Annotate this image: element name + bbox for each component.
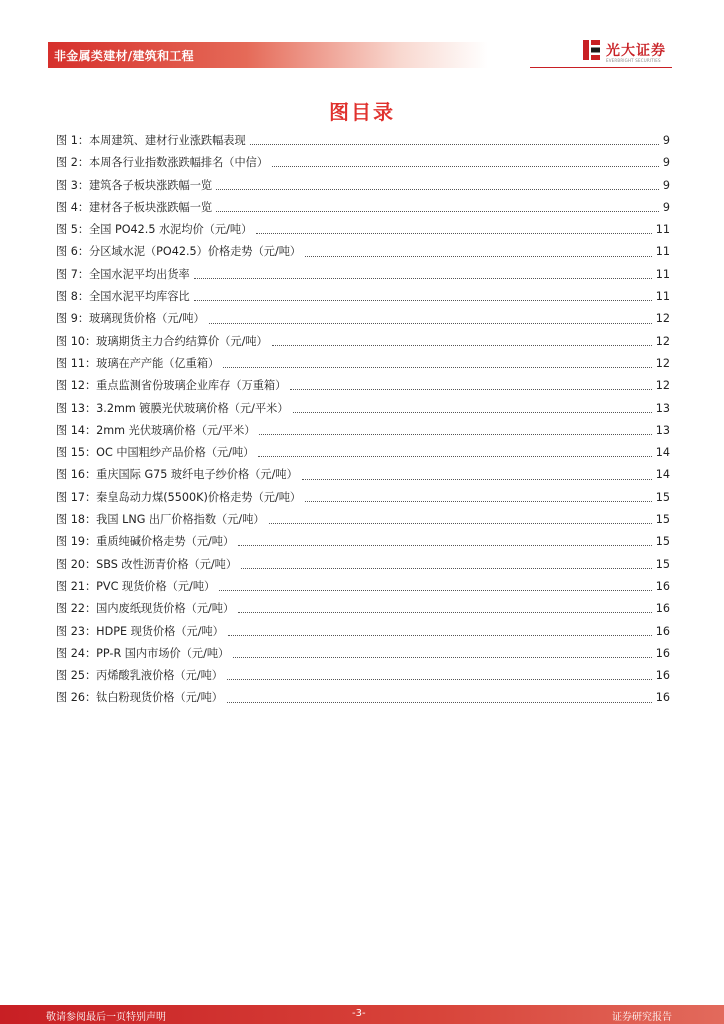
toc-dot-leader — [227, 678, 652, 680]
footer-page-number: -3- — [352, 1008, 366, 1019]
header-divider — [530, 67, 672, 68]
toc-entry-page: 16 — [655, 602, 670, 616]
toc-entry-label: 图 13：3.2mm 镀膜光伏玻璃价格（元/平米） — [56, 401, 289, 415]
toc-dot-leader — [216, 188, 659, 190]
toc-entry[interactable] — [56, 197, 670, 219]
toc-dot-leader — [194, 299, 652, 301]
toc-entry-label: 图 2：本周各行业指数涨跌幅排名（中信） — [56, 156, 269, 170]
toc-entry[interactable] — [56, 531, 670, 553]
toc-dot-leader — [238, 611, 652, 613]
toc-entry-page: 9 — [662, 134, 670, 147]
toc-dot-leader — [209, 322, 652, 324]
toc-entry[interactable] — [56, 219, 670, 241]
toc-entry-page: 11 — [655, 267, 670, 281]
toc-entry-page: 16 — [655, 579, 670, 593]
toc-dot-leader — [194, 277, 652, 279]
toc-dot-leader — [302, 478, 652, 480]
toc-dot-leader — [269, 522, 652, 524]
toc-entry-label: 图 6：分区域水泥（PO42.5）价格走势（元/吨） — [56, 245, 302, 259]
toc-entry-label: 图 4：建材各子板块涨跌幅一览 — [56, 200, 213, 214]
toc-entry-page: 15 — [655, 557, 670, 571]
toc-entry-page: 14 — [655, 446, 670, 460]
toc-entry-page: 16 — [655, 624, 670, 638]
toc-entry[interactable] — [56, 152, 670, 174]
toc-entry-page: 16 — [655, 646, 670, 660]
toc-dot-leader — [238, 544, 652, 546]
toc-entry[interactable] — [56, 665, 670, 687]
toc-entry-page: 16 — [655, 691, 670, 705]
toc-entry-label: 图 20：SBS 改性沥青价格（元/吨） — [56, 557, 238, 571]
toc-dot-leader — [258, 455, 651, 457]
toc-dot-leader — [250, 143, 659, 145]
toc-dot-leader — [241, 567, 652, 569]
toc-entry-label: 图 7：全国水泥平均出货率 — [56, 267, 190, 281]
toc-list — [56, 130, 670, 710]
toc-entry-page: 9 — [662, 178, 670, 192]
toc-entry-page: 12 — [655, 379, 670, 393]
toc-entry[interactable] — [56, 621, 670, 643]
toc-entry-label: 图 19：重质纯碱价格走势（元/吨） — [56, 535, 235, 549]
toc-entry[interactable] — [56, 130, 670, 152]
footer-disclaimer: 敬请参阅最后一页特别声明 — [46, 1012, 166, 1023]
toc-entry-label: 图 8：全国水泥平均库容比 — [56, 290, 190, 304]
toc-entry[interactable] — [56, 353, 670, 375]
toc-entry-label: 图 15：OC 中国粗纱产品价格（元/吨） — [56, 446, 255, 460]
toc-dot-leader — [228, 634, 652, 636]
everbright-logo-icon — [582, 38, 602, 62]
header-band — [48, 42, 488, 68]
toc-entry[interactable] — [56, 643, 670, 665]
toc-entry-page: 13 — [655, 401, 670, 415]
toc-dot-leader — [290, 388, 651, 390]
toc-entry[interactable] — [56, 464, 670, 486]
toc-entry-page: 13 — [655, 423, 670, 437]
brand-subtitle: EVERBRIGHT SECURITIES — [606, 58, 661, 63]
footer-report-type: 证券研究报告 — [612, 1012, 672, 1023]
toc-entry-page: 11 — [655, 245, 670, 259]
brand-name: 光大证券 — [606, 43, 666, 59]
toc-entry-label: 图 23：HDPE 现货价格（元/吨） — [56, 624, 224, 638]
toc-entry-page: 15 — [655, 513, 670, 527]
toc-entry[interactable] — [56, 175, 670, 197]
toc-dot-leader — [293, 411, 652, 413]
header-section-title: 非金属类建材/建筑和工程 — [54, 48, 194, 63]
toc-entry[interactable] — [56, 442, 670, 464]
toc-entry-label: 图 10：玻璃期货主力合约结算价（元/吨） — [56, 334, 268, 348]
toc-entry[interactable] — [56, 308, 670, 330]
toc-entry-page: 11 — [655, 223, 670, 237]
toc-dot-leader — [256, 232, 651, 234]
toc-entry-page: 16 — [655, 669, 670, 683]
brand-logo — [582, 38, 674, 66]
toc-entry-label: 图 3：建筑各子板块涨跌幅一览 — [56, 178, 213, 192]
toc-entry-label: 图 22：国内废纸现货价格（元/吨） — [56, 602, 235, 616]
toc-entry-label: 图 16：重庆国际 G75 玻纤电子纱价格（元/吨） — [56, 468, 298, 482]
toc-entry-page: 12 — [655, 334, 670, 348]
toc-entry-label: 图 12：重点监测省份玻璃企业库存（万重箱） — [56, 379, 287, 393]
toc-entry-page: 9 — [662, 156, 670, 170]
toc-dot-leader — [223, 366, 652, 368]
toc-dot-leader — [227, 701, 652, 703]
toc-entry-page: 12 — [655, 312, 670, 326]
toc-title: 图目录 — [329, 100, 395, 124]
toc-entry[interactable] — [56, 398, 670, 420]
toc-entry[interactable] — [56, 598, 670, 620]
toc-entry-page: 12 — [655, 356, 670, 370]
toc-entry-label: 图 11：玻璃在产产能（亿重箱） — [56, 356, 220, 370]
toc-entry[interactable] — [56, 331, 670, 353]
toc-entry[interactable] — [56, 554, 670, 576]
toc-entry[interactable] — [56, 509, 670, 531]
toc-entry-label: 图 21：PVC 现货价格（元/吨） — [56, 579, 216, 593]
toc-entry-page: 14 — [655, 468, 670, 482]
toc-entry-label: 图 1：本周建筑、建材行业涨跌幅表现 — [56, 134, 246, 147]
toc-entry[interactable] — [56, 487, 670, 509]
toc-entry-label: 图 26：钛白粉现货价格（元/吨） — [56, 691, 223, 705]
toc-dot-leader — [272, 344, 652, 346]
toc-dot-leader — [233, 656, 652, 658]
toc-dot-leader — [305, 500, 652, 502]
toc-entry[interactable] — [56, 264, 670, 286]
toc-entry[interactable] — [56, 241, 670, 263]
toc-dot-leader — [272, 165, 659, 167]
toc-entry-page: 9 — [662, 200, 670, 214]
toc-dot-leader — [219, 589, 652, 591]
toc-entry-label: 图 17：秦皇岛动力煤(5500K)价格走势（元/吨） — [56, 490, 302, 504]
toc-entry-label: 图 14：2mm 光伏玻璃价格（元/平米） — [56, 423, 256, 437]
toc-entry-page: 11 — [655, 290, 670, 304]
toc-entry[interactable] — [56, 576, 670, 598]
toc-entry-label: 图 18：我国 LNG 出厂价格指数（元/吨） — [56, 513, 265, 527]
toc-entry[interactable] — [56, 375, 670, 397]
toc-entry-label: 图 5：全国 PO42.5 水泥均价（元/吨） — [56, 223, 253, 237]
toc-entry-label: 图 9：玻璃现货价格（元/吨） — [56, 312, 205, 326]
toc-entry[interactable] — [56, 286, 670, 308]
toc-entry-label: 图 25：丙烯酸乳液价格（元/吨） — [56, 669, 223, 683]
toc-dot-leader — [305, 255, 652, 257]
toc-entry-page: 15 — [655, 490, 670, 504]
toc-dot-leader — [259, 433, 651, 435]
toc-entry[interactable] — [56, 687, 670, 709]
toc-entry[interactable] — [56, 420, 670, 442]
toc-entry-label: 图 24：PP-R 国内市场价（元/吨） — [56, 646, 230, 660]
toc-entry-page: 15 — [655, 535, 670, 549]
toc-dot-leader — [216, 210, 659, 212]
